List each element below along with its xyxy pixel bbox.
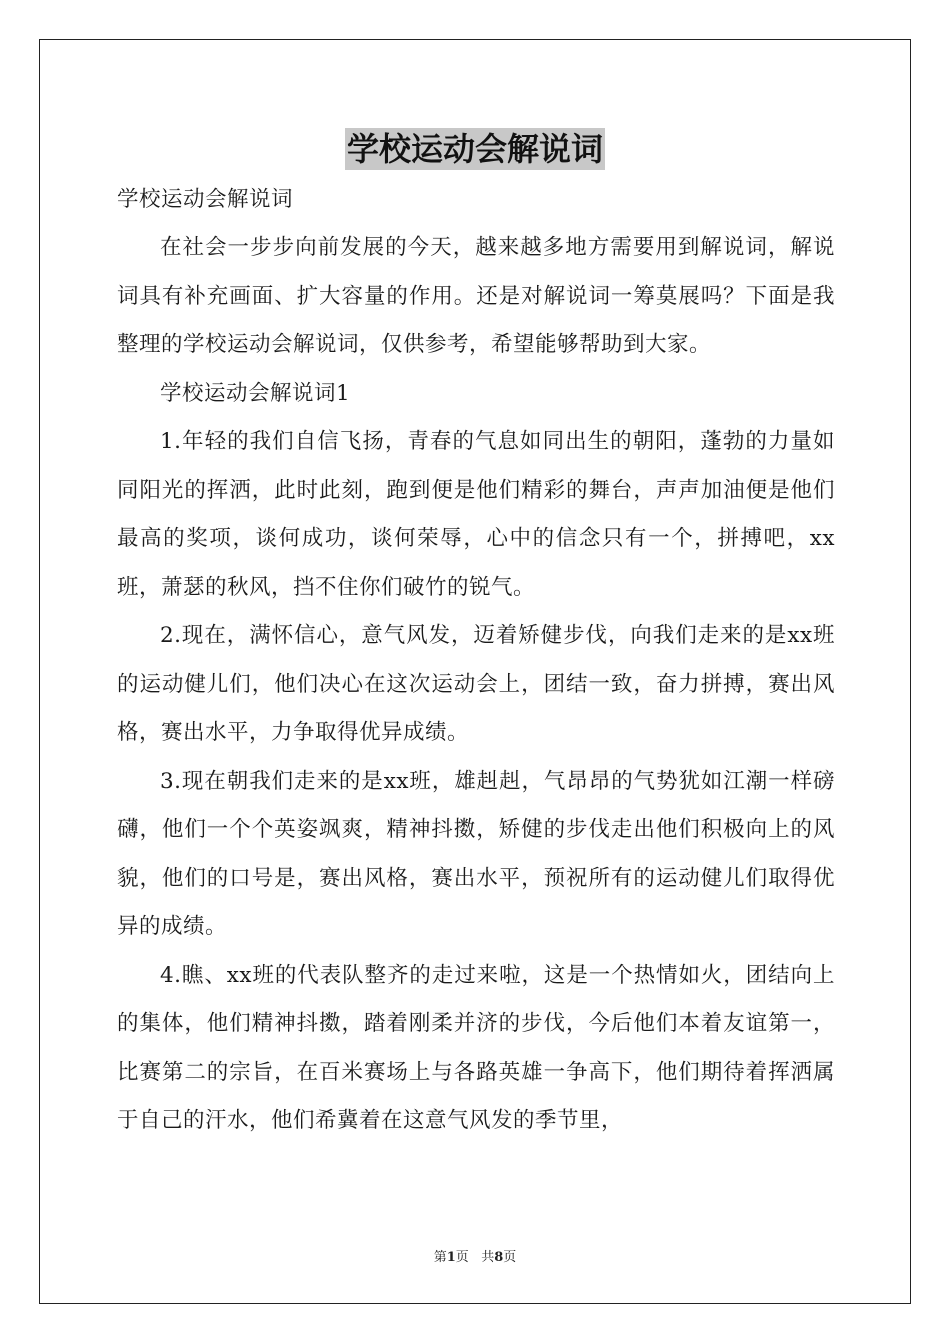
page-prefix: 第 [433,1250,447,1265]
total-prefix: 共 [481,1250,495,1265]
paragraph-item-4: 4.瞧、xx班的代表队整齐的走过来啦，这是一个热情如火，团结向上的集体，他们精神抖擞，踏着刚柔并济的步伐，今后他们本着友谊第一，比赛第二的宗旨，在百米赛场上与各路英雄一争高下，他们期待着挥洒属于自己的汗水，他们希冀着在这意气风发的季节里， [117,962,835,1133]
section-heading: 学校运动会解说词1 [160,380,351,406]
paragraph-item-1: 1.年轻的我们自信飞扬，青春的气息如同出生的朝阳，蓬勃的力量如同阳光的挥洒，此时此刻，跑到便是他们精彩的舞台，声声加油便是他们最高的奖项，谈何成功，谈何荣辱，心中的信念只有一个，拼搏吧，xx班，萧瑟的秋风，挡不住你们破竹的锐气。 [117,429,835,600]
title-area [0,128,950,170]
page-suffix: 页 [455,1250,469,1265]
total-suffix: 页 [503,1250,517,1265]
document-title: 学校运动会解说词 [346,130,603,168]
intro-paragraph: 在社会一步步向前发展的今天，越来越多地方需要用到解说词，解说词具有补充画面、扩大容量的作用。还是对解说词一筹莫展吗？下面是我整理的学校运动会解说词，仅供参考，希望能够帮助到大家。 [117,235,835,357]
document-subtitle: 学校运动会解说词 [117,187,294,212]
page-footer [0,1246,950,1265]
paragraph-item-2: 2.现在，满怀信心，意气风发，迈着矫健步伐，向我们走来的是xx班的运动健儿们，他们决心在这次运动会上，团结一致，奋力拼搏，赛出风格，赛出水平，力争取得优异成绩。 [117,623,835,745]
total-pages: 8 [494,1250,504,1265]
document-body [117,179,835,1146]
page-number: 1 [446,1250,456,1265]
paragraph-item-3: 3.现在朝我们走来的是xx班，雄赳赳，气昂昂的气势犹如江潮一样磅礴，他们一个个英姿飒爽，精神抖擞，矫健的步伐走出他们积极向上的风貌，他们的口号是，赛出风格，赛出水平，预祝所有的运动健儿们取得优异的成绩。 [117,768,835,939]
